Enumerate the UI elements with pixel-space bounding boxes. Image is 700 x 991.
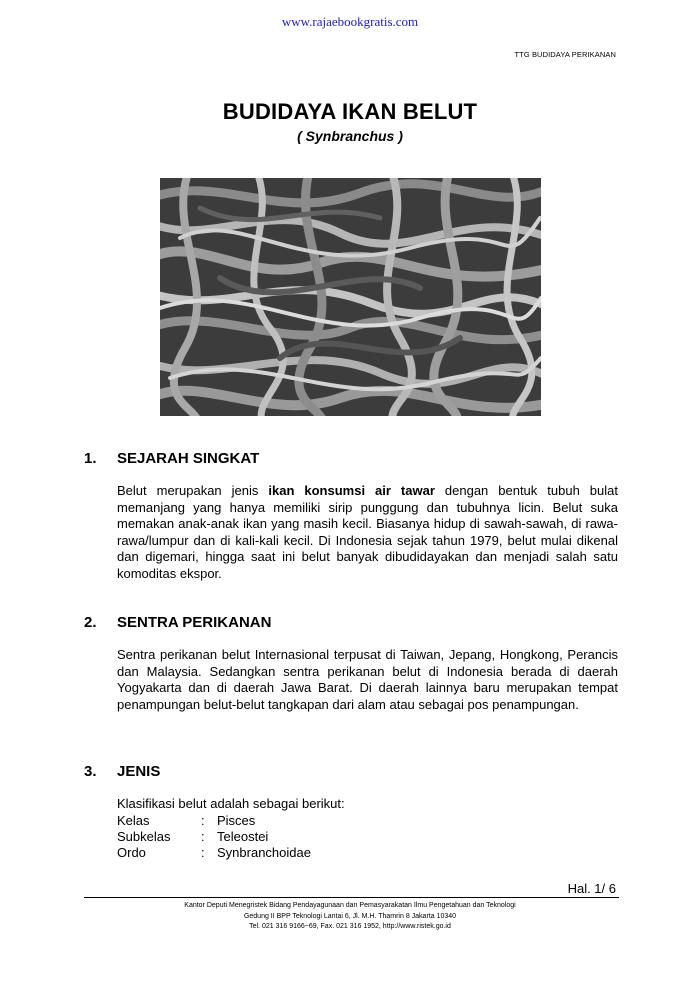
section-number: 3. — [84, 763, 97, 780]
section-sejarah-singkat — [84, 450, 618, 583]
eel-photo-graphic — [160, 178, 541, 416]
classification-colon: : — [201, 828, 205, 844]
section-heading — [84, 450, 618, 470]
footer-line-office: Kantor Deputi Menegristek Bidang Pendayagunaan dan Pemasyarakatan Ilmu Pengetahuan dan Teknologi — [184, 902, 516, 909]
site-url[interactable]: www.rajaebookgratis.com — [281, 14, 419, 29]
classification-colon: : — [201, 812, 205, 828]
footer-divider — [84, 897, 619, 898]
footer — [0, 901, 700, 933]
section-jenis — [84, 763, 618, 861]
classification-row-subkelas — [117, 829, 618, 845]
section-heading — [84, 614, 618, 634]
classification-colon: : — [201, 844, 205, 860]
document-subtitle: ( Synbranchus ) — [297, 128, 403, 144]
section-title: SENTRA PERIKANAN — [117, 614, 272, 631]
section-body: Sentra perikanan belut Internasional terpusat di Taiwan, Jepang, Hongkong, Perancis dan Malaysia. Sedangkan sentra perikanan belut di Indonesia berada di daerah Yogyakarta dan di daerah Jawa Barat. Di daerah lainnya baru merupakan tempat penampungan belut-belut tangkapan dari alam atau sebagai pos penampungan. — [117, 647, 618, 712]
page-number: Hal. 1/ 6 — [567, 881, 616, 896]
footer-line-contact: Tel. 021 316 9166~69, Fax. 021 316 1952, http://www.ristek.go.id — [249, 923, 451, 930]
body-bold-term: ikan konsumsi air tawar — [268, 483, 435, 498]
classification-value: Teleostei — [217, 828, 269, 844]
section-sentra-perikanan — [84, 614, 618, 713]
section-heading — [84, 763, 618, 783]
eel-photo — [160, 178, 541, 416]
classification-intro: Klasifikasi belut adalah sebagai berikut: — [117, 796, 345, 811]
section-body — [117, 483, 618, 583]
body-text-end: dengan bentuk tubuh bulat memanjang yang hanya memiliki sirip punggung dan tubuhnya licin. Belut suka memakan anak-anak ikan yang masih kecil. Biasanya hidup di sawah-sawah, di rawa-rawa/lumpur dan di kali-kali kecil. Di Indonesia sejak tahun 1979, belut mulai dikenal dan digemari, hingga saat ini belut banyak dibudidayakan dan menjadi salah satu komoditas ekspor. — [117, 483, 618, 581]
classification-label: Kelas — [117, 812, 150, 828]
section-number: 2. — [84, 614, 97, 631]
footer-line-address: Gedung II BPP Teknologi Lantai 6, Jl. M.H. Thamrin 8 Jakarta 10340 — [243, 912, 457, 920]
classification-row-ordo — [117, 845, 618, 861]
document-title: BUDIDAYA IKAN BELUT — [222, 99, 478, 124]
classification-label: Ordo — [117, 844, 146, 860]
classification-value: Pisces — [217, 812, 256, 828]
classification-table — [117, 813, 618, 861]
body-text-start: Belut merupakan jenis — [117, 483, 269, 498]
section-number: 1. — [84, 450, 97, 467]
section-title: SEJARAH SINGKAT — [117, 450, 260, 467]
classification-row-kelas — [117, 813, 618, 829]
section-title: JENIS — [117, 763, 161, 780]
classification-label: Subkelas — [117, 828, 171, 844]
classification-value: Synbranchoidae — [217, 844, 311, 860]
running-header: TTG BUDIDAYA PERIKANAN — [514, 50, 616, 59]
